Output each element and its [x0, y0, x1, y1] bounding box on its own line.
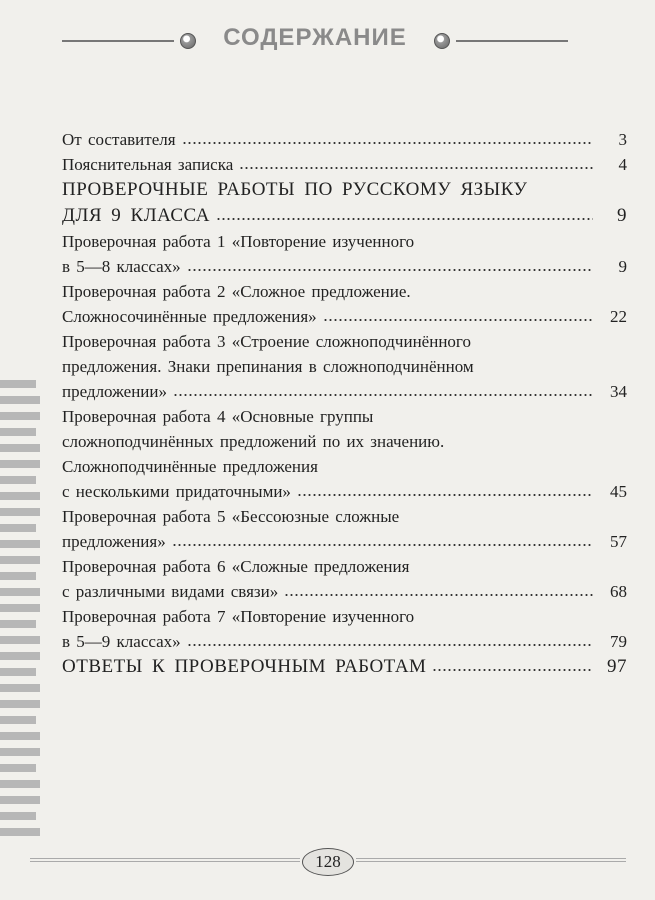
- toc-entry-line: [62, 379, 627, 404]
- toc-entry-text: Проверочная работа 3 «Строение сложноподчинённого: [62, 332, 471, 351]
- toc-entry-page: 3: [618, 130, 627, 149]
- toc-entry-text: с несколькими придаточными»: [62, 482, 291, 501]
- decorative-stripe: [0, 652, 40, 660]
- dot-leader: [297, 483, 593, 497]
- decorative-stripe: [0, 476, 36, 484]
- toc-entry-line: [62, 304, 627, 329]
- decorative-stripe: [0, 780, 40, 788]
- toc-entry-text: предложения»: [62, 532, 166, 551]
- ornament-dot-right-icon: [434, 33, 450, 49]
- toc-entry-text: Сложноподчинённые предложения: [62, 457, 318, 476]
- decorative-stripe: [0, 428, 36, 436]
- toc-entry-page: 9: [618, 257, 627, 276]
- toc-entry-text: предложения. Знаки препинания в сложноподчинённом: [62, 357, 474, 376]
- decorative-stripe: [0, 748, 40, 756]
- dot-leader: [284, 583, 593, 597]
- decorative-stripe: [0, 812, 36, 820]
- dot-leader: [182, 131, 593, 145]
- decorative-stripe: [0, 684, 40, 692]
- decorative-stripe: [0, 732, 40, 740]
- toc-entry-line: [62, 454, 627, 479]
- page-number: 128: [302, 848, 354, 876]
- table-of-contents: [62, 127, 627, 680]
- dot-leader: [172, 533, 593, 547]
- toc-entry-line: [62, 329, 627, 354]
- toc-entry: [62, 554, 627, 604]
- toc-entry-page: 79: [610, 632, 627, 651]
- toc-entry-line: [62, 554, 627, 579]
- decorative-stripe: [0, 524, 36, 532]
- toc-entry-line: [62, 404, 627, 429]
- toc-entry-text: в 5—9 классах»: [62, 632, 181, 651]
- toc-entry-page: 57: [610, 532, 627, 551]
- toc-entry-text: сложноподчинённых предложений по их значению.: [62, 432, 445, 451]
- toc-entry-page: 34: [610, 382, 627, 401]
- toc-entry-text: ПРОВЕРОЧНЫЕ РАБОТЫ ПО РУССКОМУ ЯЗЫКУ: [62, 179, 528, 200]
- decorative-stripe: [0, 620, 36, 628]
- toc-entry: [62, 329, 627, 404]
- toc-entry: [62, 604, 627, 654]
- toc-entry-line: [62, 152, 627, 177]
- toc-entry-line: [62, 203, 627, 229]
- decorative-stripe: [0, 588, 40, 596]
- toc-entry-page: 22: [610, 307, 627, 326]
- toc-entry: [62, 654, 627, 680]
- decorative-stripe: [0, 604, 40, 612]
- toc-entry-text: предложении»: [62, 382, 167, 401]
- toc-entry-line: [62, 629, 627, 654]
- dot-leader: [323, 308, 593, 322]
- toc-entry-text: Пояснительная записка: [62, 155, 234, 174]
- toc-entry-line: [62, 579, 627, 604]
- toc-entry: [62, 404, 627, 504]
- footer-rule-left: [30, 858, 300, 864]
- decorative-stripe: [0, 508, 40, 516]
- toc-entry: [62, 152, 627, 177]
- decorative-stripe: [0, 556, 40, 564]
- decorative-stripe: [0, 444, 40, 452]
- dot-leader: [216, 207, 593, 221]
- decorative-stripe: [0, 828, 40, 836]
- toc-entry: [62, 127, 627, 152]
- dot-leader: [187, 633, 593, 647]
- dot-leader: [239, 156, 593, 170]
- toc-entry-text: Проверочная работа 7 «Повторение изученного: [62, 607, 415, 626]
- toc-entry-text: От составителя: [62, 130, 176, 149]
- decorative-stripe: [0, 492, 40, 500]
- toc-entry-page: 9: [617, 205, 627, 226]
- toc-entry-line: [62, 254, 627, 279]
- toc-entry-line: [62, 654, 627, 680]
- toc-entry-line: [62, 504, 627, 529]
- decorative-stripe: [0, 572, 36, 580]
- toc-entry: [62, 177, 627, 229]
- decorative-stripe: [0, 716, 36, 724]
- toc-entry-line: [62, 127, 627, 152]
- toc-entry: [62, 279, 627, 329]
- page-title: СОДЕРЖАНИЕ: [223, 24, 407, 51]
- toc-entry-text: Проверочная работа 2 «Сложное предложение.: [62, 282, 411, 301]
- decorative-stripes: [0, 380, 42, 850]
- dot-leader: [432, 658, 593, 672]
- toc-entry-line: [62, 279, 627, 304]
- toc-entry-page: 68: [610, 582, 627, 601]
- toc-entry-line: [62, 529, 627, 554]
- toc-entry-text: Сложносочинённые предложения»: [62, 307, 317, 326]
- toc-entry-line: [62, 604, 627, 629]
- decorative-stripe: [0, 460, 40, 468]
- toc-entry-text: ДЛЯ 9 КЛАССА: [62, 205, 210, 226]
- toc-entry-text: с различными видами связи»: [62, 582, 279, 601]
- decorative-stripe: [0, 700, 40, 708]
- toc-entry-text: Проверочная работа 1 «Повторение изученного: [62, 232, 415, 251]
- decorative-stripe: [0, 668, 36, 676]
- toc-entry: [62, 229, 627, 279]
- toc-entry-text: Проверочная работа 6 «Сложные предложения: [62, 557, 410, 576]
- toc-entry-line: [62, 229, 627, 254]
- toc-entry-text: Проверочная работа 5 «Бессоюзные сложные: [62, 507, 400, 526]
- toc-entry: [62, 504, 627, 554]
- dot-leader: [173, 383, 593, 397]
- dot-leader: [187, 258, 593, 272]
- toc-entry-text: ОТВЕТЫ К ПРОВЕРОЧНЫМ РАБОТАМ: [62, 656, 427, 677]
- decorative-stripe: [0, 796, 40, 804]
- decorative-stripe: [0, 412, 40, 420]
- decorative-stripe: [0, 764, 36, 772]
- toc-entry-page: 4: [618, 155, 627, 174]
- toc-entry-text: Проверочная работа 4 «Основные группы: [62, 407, 374, 426]
- toc-entry-line: [62, 354, 627, 379]
- decorative-stripe: [0, 396, 40, 404]
- footer-rule-right: [356, 858, 626, 864]
- decorative-stripe: [0, 540, 40, 548]
- toc-entry-line: [62, 429, 627, 454]
- decorative-stripe: [0, 636, 40, 644]
- toc-entry-line: [62, 479, 627, 504]
- toc-entry-line: [62, 177, 627, 203]
- title-rule-right: [456, 40, 568, 42]
- toc-entry-page: 97: [607, 656, 627, 677]
- title-row: [60, 24, 570, 58]
- toc-entry-text: в 5—8 классах»: [62, 257, 181, 276]
- decorative-stripe: [0, 380, 36, 388]
- toc-entry-page: 45: [610, 482, 627, 501]
